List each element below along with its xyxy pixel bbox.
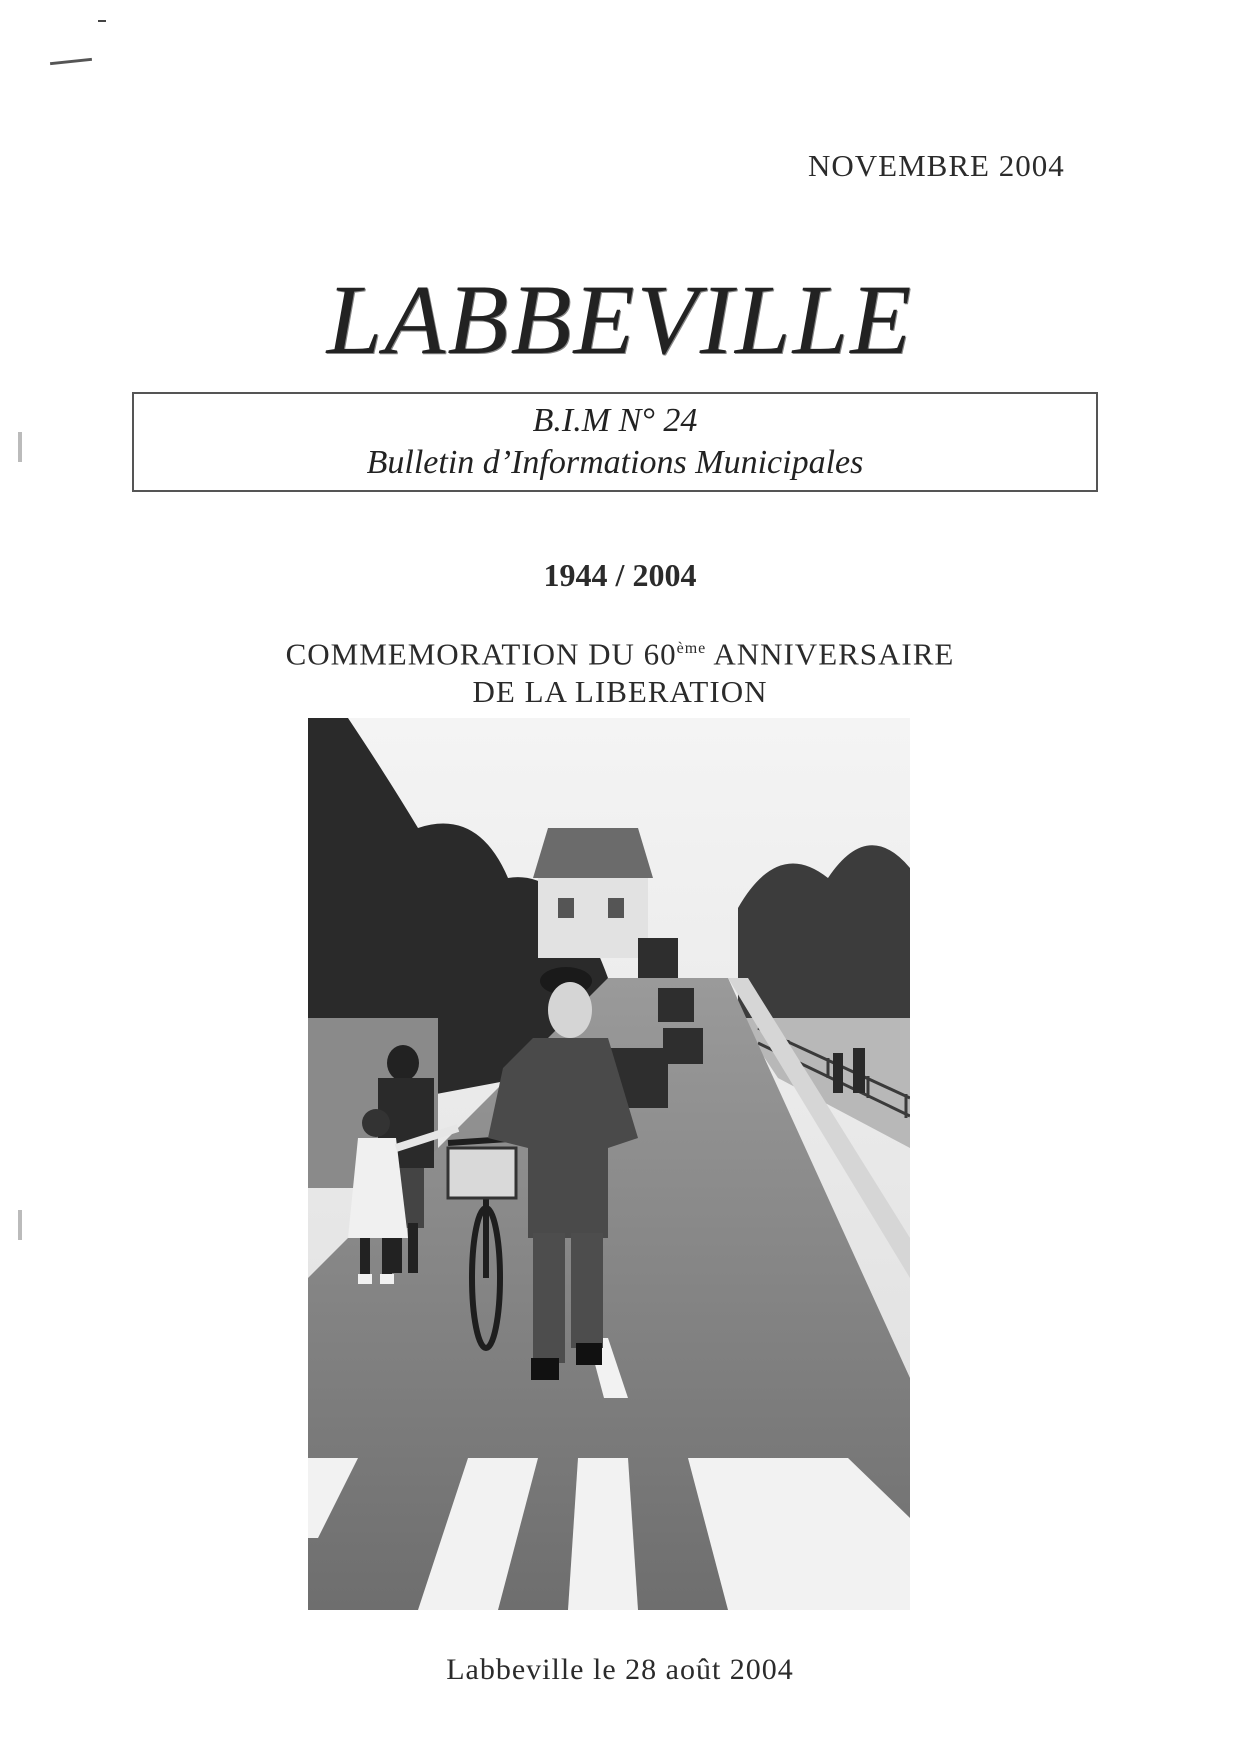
photo-bicycle-basket xyxy=(448,1148,516,1198)
masthead-title: LABBEVILLE xyxy=(326,264,914,375)
issue-date: NOVEMBRE 2004 xyxy=(808,148,1065,183)
scan-mark xyxy=(98,20,106,22)
photo-house-roof xyxy=(533,828,653,878)
bulletin-number: B.I.M N° 24 xyxy=(532,402,698,439)
scan-mark xyxy=(18,432,22,462)
bulletin-box xyxy=(132,392,1098,492)
event-heading-line1 xyxy=(0,630,1240,673)
event-heading xyxy=(0,630,1240,711)
photo-caption: Labbeville le 28 août 2004 xyxy=(446,1653,794,1686)
liberation-photo xyxy=(308,718,910,1610)
event-heading-line1-start: COMMEMORATION DU 60 xyxy=(285,636,677,672)
event-years: 1944 / 2004 xyxy=(543,557,697,593)
photo-house-wall xyxy=(538,878,648,958)
scan-mark xyxy=(18,1210,22,1240)
event-heading-line1-end: ANNIVERSAIRE xyxy=(706,636,955,672)
photo-illustration xyxy=(308,718,910,1610)
scan-mark xyxy=(50,58,92,65)
event-heading-superscript: ème xyxy=(676,640,707,657)
bulletin-subtitle: Bulletin d’Informations Municipales xyxy=(366,444,864,481)
event-heading-line2: DE LA LIBERATION xyxy=(472,674,768,710)
